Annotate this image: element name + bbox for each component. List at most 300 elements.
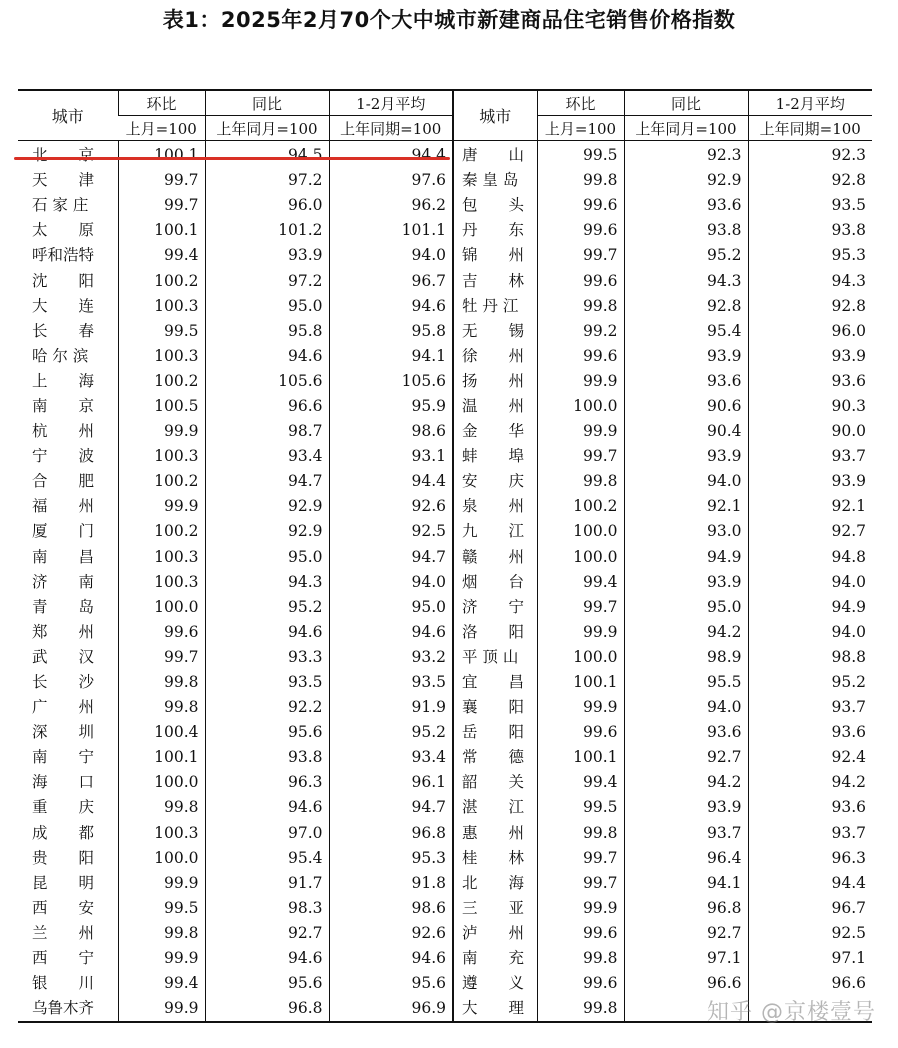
table-row [18, 469, 872, 494]
mom-right-cell: 99.6 [537, 921, 624, 946]
yoy-right-cell: 94.3 [624, 268, 748, 293]
yoy-left-cell: 95.4 [205, 846, 329, 871]
city-right-cell: 北 海 [453, 871, 537, 896]
yoy-right-cell: 94.9 [624, 545, 748, 570]
highlight-underline [14, 157, 450, 160]
price-index-table [18, 89, 872, 1023]
avg-right-cell: 93.9 [748, 344, 872, 369]
yoy-left-cell: 93.3 [205, 645, 329, 670]
mom-left-cell: 100.2 [118, 469, 205, 494]
avg-left-cell: 94.7 [329, 545, 453, 570]
city-right-cell: 丹 东 [453, 218, 537, 243]
mom-right-cell: 99.7 [537, 871, 624, 896]
avg-right-cell: 94.2 [748, 770, 872, 795]
mom-left-cell: 99.7 [118, 168, 205, 193]
watermark: 知乎 @京楼壹号 [707, 1000, 876, 1025]
table-row [18, 846, 872, 871]
city-right-cell: 桂 林 [453, 846, 537, 871]
table-row [18, 821, 872, 846]
yoy-left-cell: 96.6 [205, 394, 329, 419]
mom-right-cell: 99.6 [537, 218, 624, 243]
avg-right-cell: 92.8 [748, 168, 872, 193]
yoy-right-cell: 90.4 [624, 419, 748, 444]
yoy-left-cell: 93.8 [205, 745, 329, 770]
mom-right-cell: 99.6 [537, 720, 624, 745]
yoy-right-cell: 92.8 [624, 294, 748, 319]
city-right-cell: 赣 州 [453, 545, 537, 570]
mom-right-cell: 99.9 [537, 419, 624, 444]
table-row [18, 519, 872, 544]
yoy-right-cell: 93.9 [624, 444, 748, 469]
yoy-left-cell: 95.2 [205, 595, 329, 620]
mom-right-cell: 99.7 [537, 243, 624, 268]
table-row [18, 921, 872, 946]
header-city-right: 城市 [453, 90, 537, 141]
city-left-cell: 青 岛 [32, 597, 95, 616]
yoy-right-cell: 93.9 [624, 570, 748, 595]
city-left-cell: 大 连 [32, 296, 95, 315]
yoy-left-cell: 95.0 [205, 294, 329, 319]
mom-right-cell: 99.7 [537, 595, 624, 620]
avg-right-cell: 92.5 [748, 921, 872, 946]
city-right-cell: 泉 州 [453, 494, 537, 519]
mom-left-cell: 100.5 [118, 394, 205, 419]
yoy-left-cell: 94.5 [205, 141, 329, 169]
city-right-cell: 遵 义 [453, 971, 537, 996]
mom-right-cell: 99.5 [537, 141, 624, 169]
yoy-left-cell: 94.3 [205, 570, 329, 595]
avg-left-cell: 95.8 [329, 319, 453, 344]
avg-left-cell: 98.6 [329, 896, 453, 921]
mom-right-cell: 99.5 [537, 795, 624, 820]
city-right-cell: 九 江 [453, 519, 537, 544]
avg-left-cell: 94.6 [329, 946, 453, 971]
table-row [18, 268, 872, 293]
mom-right-cell: 100.0 [537, 394, 624, 419]
yoy-left-cell: 92.9 [205, 494, 329, 519]
yoy-left-cell: 94.6 [205, 946, 329, 971]
city-right-cell: 泸 州 [453, 921, 537, 946]
yoy-right-cell: 98.9 [624, 645, 748, 670]
yoy-right-cell: 93.0 [624, 519, 748, 544]
table-row [18, 319, 872, 344]
yoy-right-cell: 93.6 [624, 369, 748, 394]
avg-left-cell: 96.7 [329, 268, 453, 293]
city-left-cell: 北 京 [32, 146, 95, 165]
avg-right-cell: 95.3 [748, 243, 872, 268]
avg-right-cell: 94.3 [748, 268, 872, 293]
table-row [18, 168, 872, 193]
avg-right-cell: 94.4 [748, 871, 872, 896]
mom-right-cell: 99.6 [537, 344, 624, 369]
yoy-right-cell: 94.1 [624, 871, 748, 896]
yoy-right-cell: 94.2 [624, 770, 748, 795]
yoy-left-cell: 96.8 [205, 996, 329, 1022]
avg-left-cell: 93.2 [329, 645, 453, 670]
city-left-cell: 成 都 [32, 823, 95, 842]
avg-right-cell: 92.1 [748, 494, 872, 519]
avg-left-cell: 95.9 [329, 394, 453, 419]
yoy-left-cell: 97.2 [205, 268, 329, 293]
mom-left-cell: 100.1 [118, 745, 205, 770]
city-left-cell: 贵 阳 [32, 848, 95, 867]
header-yoy-base-right: 上年同月=100 [624, 116, 748, 141]
avg-right-cell: 95.2 [748, 670, 872, 695]
mom-left-cell: 99.4 [118, 243, 205, 268]
yoy-left-cell: 98.3 [205, 896, 329, 921]
mom-left-cell: 100.3 [118, 444, 205, 469]
yoy-right-cell: 93.7 [624, 821, 748, 846]
avg-right-cell: 93.6 [748, 720, 872, 745]
avg-left-cell: 93.4 [329, 745, 453, 770]
city-left-cell: 天 津 [32, 171, 95, 190]
city-left-cell: 郑 州 [32, 622, 95, 641]
city-left-cell: 石 家 庄 [32, 196, 89, 215]
avg-right-cell: 94.0 [748, 570, 872, 595]
mom-right-cell: 100.0 [537, 645, 624, 670]
yoy-left-cell: 94.6 [205, 620, 329, 645]
yoy-left-cell: 95.0 [205, 545, 329, 570]
city-left-cell: 重 庆 [32, 798, 95, 817]
avg-right-cell: 93.6 [748, 795, 872, 820]
yoy-right-cell: 96.8 [624, 896, 748, 921]
mom-right-cell: 99.9 [537, 369, 624, 394]
header-avg: 1-2月平均 [329, 90, 453, 116]
header-avg-base: 上年同期=100 [329, 116, 453, 141]
mom-right-cell: 99.2 [537, 319, 624, 344]
yoy-left-cell: 92.9 [205, 519, 329, 544]
mom-left-cell: 100.3 [118, 344, 205, 369]
header-yoy-base: 上年同月=100 [205, 116, 329, 141]
table-row [18, 670, 872, 695]
mom-left-cell: 100.0 [118, 595, 205, 620]
avg-right-cell: 93.7 [748, 695, 872, 720]
city-right-cell: 韶 关 [453, 770, 537, 795]
avg-left-cell: 98.6 [329, 419, 453, 444]
yoy-left-cell: 91.7 [205, 871, 329, 896]
avg-left-cell: 92.6 [329, 494, 453, 519]
avg-left-cell: 95.6 [329, 971, 453, 996]
table-row [18, 545, 872, 570]
table-row [18, 193, 872, 218]
table-row [18, 770, 872, 795]
city-right-cell: 温 州 [453, 394, 537, 419]
mom-left-cell: 100.3 [118, 545, 205, 570]
table-row [18, 745, 872, 770]
table-row [18, 369, 872, 394]
city-right-cell: 蚌 埠 [453, 444, 537, 469]
city-left-cell: 南 昌 [32, 547, 95, 566]
avg-right-cell: 92.8 [748, 294, 872, 319]
yoy-right-cell: 93.9 [624, 344, 748, 369]
city-right-cell: 洛 阳 [453, 620, 537, 645]
header-mom-base-right: 上月=100 [537, 116, 624, 141]
city-right-cell: 秦 皇 岛 [453, 168, 537, 193]
mom-left-cell: 100.2 [118, 519, 205, 544]
yoy-left-cell: 94.6 [205, 795, 329, 820]
table-row [18, 695, 872, 720]
city-right-cell: 宜 昌 [453, 670, 537, 695]
mom-right-cell: 100.2 [537, 494, 624, 519]
city-left-cell: 长 沙 [32, 673, 95, 692]
city-right-cell: 三 亚 [453, 896, 537, 921]
mom-left-cell: 100.2 [118, 268, 205, 293]
yoy-right-cell: 94.0 [624, 469, 748, 494]
avg-left-cell: 94.0 [329, 243, 453, 268]
city-left-cell: 宁 波 [32, 447, 95, 466]
mom-right-cell: 99.8 [537, 168, 624, 193]
table-row [18, 645, 872, 670]
table-row [18, 595, 872, 620]
table-row [18, 570, 872, 595]
yoy-left-cell: 96.3 [205, 770, 329, 795]
city-right-cell: 常 德 [453, 745, 537, 770]
city-left-cell: 广 州 [32, 698, 95, 717]
mom-left-cell: 99.8 [118, 921, 205, 946]
mom-right-cell: 99.8 [537, 469, 624, 494]
city-left-cell: 呼和浩特 [32, 246, 95, 265]
city-left-cell: 合 肥 [32, 472, 95, 491]
avg-left-cell: 93.5 [329, 670, 453, 695]
avg-right-cell: 96.3 [748, 846, 872, 871]
mom-right-cell: 99.8 [537, 294, 624, 319]
mom-left-cell: 100.0 [118, 770, 205, 795]
mom-right-cell: 99.6 [537, 971, 624, 996]
mom-left-cell: 99.9 [118, 419, 205, 444]
yoy-left-cell: 94.6 [205, 344, 329, 369]
avg-right-cell: 93.8 [748, 218, 872, 243]
avg-right-cell: 94.8 [748, 545, 872, 570]
avg-left-cell: 101.1 [329, 218, 453, 243]
mom-right-cell: 99.4 [537, 770, 624, 795]
mom-right-cell: 99.9 [537, 695, 624, 720]
yoy-left-cell: 92.2 [205, 695, 329, 720]
city-left-cell: 武 汉 [32, 647, 95, 666]
mom-right-cell: 100.1 [537, 745, 624, 770]
avg-left-cell: 94.1 [329, 344, 453, 369]
mom-left-cell: 100.2 [118, 369, 205, 394]
page-title: 表1：2025年2月70个大中城市新建商品住宅销售价格指数 [162, 8, 736, 32]
table-body [18, 141, 872, 1023]
yoy-left-cell: 98.7 [205, 419, 329, 444]
yoy-left-cell: 105.6 [205, 369, 329, 394]
mom-left-cell: 99.9 [118, 494, 205, 519]
yoy-left-cell: 95.8 [205, 319, 329, 344]
mom-left-cell: 99.5 [118, 896, 205, 921]
table-header [18, 90, 872, 141]
header-mom-right: 环比 [537, 90, 624, 116]
mom-right-cell: 100.1 [537, 670, 624, 695]
avg-left-cell: 94.6 [329, 620, 453, 645]
avg-right-cell: 90.3 [748, 394, 872, 419]
yoy-right-cell: 92.7 [624, 745, 748, 770]
city-left-cell: 厦 门 [32, 522, 95, 541]
yoy-right-cell: 92.3 [624, 141, 748, 169]
table-row [18, 218, 872, 243]
city-left-cell: 长 春 [32, 321, 95, 340]
avg-left-cell: 94.7 [329, 795, 453, 820]
city-left-cell: 太 原 [32, 221, 95, 240]
city-right-cell: 岳 阳 [453, 720, 537, 745]
city-right-cell: 徐 州 [453, 344, 537, 369]
yoy-right-cell: 93.6 [624, 193, 748, 218]
mom-left-cell: 100.4 [118, 720, 205, 745]
mom-right-cell: 99.7 [537, 444, 624, 469]
yoy-right-cell: 95.4 [624, 319, 748, 344]
avg-right-cell: 93.7 [748, 821, 872, 846]
mom-left-cell: 99.7 [118, 645, 205, 670]
mom-left-cell: 99.4 [118, 971, 205, 996]
avg-left-cell: 95.2 [329, 720, 453, 745]
table-row [18, 141, 872, 169]
mom-left-cell: 99.6 [118, 620, 205, 645]
mom-right-cell: 99.6 [537, 268, 624, 293]
avg-right-cell: 94.9 [748, 595, 872, 620]
yoy-right-cell: 94.0 [624, 695, 748, 720]
mom-left-cell: 99.9 [118, 996, 205, 1022]
mom-left-cell: 100.3 [118, 294, 205, 319]
header-yoy-right: 同比 [624, 90, 748, 116]
city-left-cell: 南 宁 [32, 748, 95, 767]
city-right-cell: 金 华 [453, 419, 537, 444]
city-right-cell: 南 充 [453, 946, 537, 971]
mom-right-cell: 99.6 [537, 193, 624, 218]
yoy-right-cell: 92.7 [624, 921, 748, 946]
table-row [18, 720, 872, 745]
avg-left-cell: 94.4 [329, 141, 453, 169]
table-row [18, 419, 872, 444]
table-row [18, 871, 872, 896]
avg-right-cell: 93.9 [748, 469, 872, 494]
table-row [18, 896, 872, 921]
city-left-cell: 福 州 [32, 497, 95, 516]
city-left-cell: 哈 尔 滨 [32, 346, 89, 365]
avg-right-cell: 92.4 [748, 745, 872, 770]
city-left-cell: 西 宁 [32, 949, 95, 968]
avg-left-cell: 93.1 [329, 444, 453, 469]
mom-left-cell: 99.8 [118, 670, 205, 695]
city-left-cell: 银 川 [32, 974, 95, 993]
avg-right-cell: 92.7 [748, 519, 872, 544]
yoy-left-cell: 97.0 [205, 821, 329, 846]
avg-left-cell: 94.0 [329, 570, 453, 595]
yoy-left-cell: 101.2 [205, 218, 329, 243]
city-left-cell: 海 口 [32, 773, 95, 792]
mom-left-cell: 99.8 [118, 795, 205, 820]
yoy-left-cell: 97.2 [205, 168, 329, 193]
city-right-cell: 大 理 [453, 996, 537, 1022]
yoy-right-cell: 94.2 [624, 620, 748, 645]
avg-left-cell: 92.6 [329, 921, 453, 946]
yoy-right-cell: 90.6 [624, 394, 748, 419]
table-row [18, 494, 872, 519]
yoy-right-cell: 95.2 [624, 243, 748, 268]
avg-left-cell: 95.0 [329, 595, 453, 620]
city-left-cell: 西 安 [32, 898, 95, 917]
city-left-cell: 南 京 [32, 396, 95, 415]
avg-left-cell: 94.4 [329, 469, 453, 494]
yoy-right-cell: 93.8 [624, 218, 748, 243]
yoy-left-cell: 96.0 [205, 193, 329, 218]
avg-left-cell: 92.5 [329, 519, 453, 544]
header-mom: 环比 [118, 90, 205, 116]
yoy-right-cell: 92.1 [624, 494, 748, 519]
mom-left-cell: 99.9 [118, 946, 205, 971]
avg-left-cell: 96.9 [329, 996, 453, 1022]
table-row [18, 795, 872, 820]
yoy-right-cell: 95.0 [624, 595, 748, 620]
avg-right-cell: 93.7 [748, 444, 872, 469]
yoy-left-cell: 93.5 [205, 670, 329, 695]
avg-left-cell: 105.6 [329, 369, 453, 394]
avg-right-cell: 98.8 [748, 645, 872, 670]
header-avg-base-right: 上年同期=100 [748, 116, 872, 141]
table-row [18, 444, 872, 469]
city-right-cell: 锦 州 [453, 243, 537, 268]
mom-left-cell: 100.3 [118, 821, 205, 846]
yoy-left-cell: 95.6 [205, 720, 329, 745]
yoy-right-cell: 96.4 [624, 846, 748, 871]
yoy-right-cell: 93.9 [624, 795, 748, 820]
avg-left-cell: 97.6 [329, 168, 453, 193]
avg-right-cell: 93.6 [748, 369, 872, 394]
city-right-cell: 无 锡 [453, 319, 537, 344]
city-right-cell: 襄 阳 [453, 695, 537, 720]
yoy-left-cell: 92.7 [205, 921, 329, 946]
avg-right-cell: 94.0 [748, 620, 872, 645]
mom-left-cell: 99.9 [118, 871, 205, 896]
avg-left-cell: 96.2 [329, 193, 453, 218]
mom-right-cell: 99.7 [537, 846, 624, 871]
mom-left-cell: 100.1 [118, 141, 205, 169]
avg-right-cell: 96.7 [748, 896, 872, 921]
city-right-cell: 牡 丹 江 [453, 294, 537, 319]
avg-left-cell: 95.3 [329, 846, 453, 871]
yoy-left-cell: 95.6 [205, 971, 329, 996]
yoy-right-cell: 97.1 [624, 946, 748, 971]
yoy-right-cell: 93.6 [624, 720, 748, 745]
yoy-right-cell: 95.5 [624, 670, 748, 695]
city-right-cell: 济 宁 [453, 595, 537, 620]
mom-right-cell: 99.9 [537, 620, 624, 645]
city-right-cell: 平 顶 山 [453, 645, 537, 670]
yoy-left-cell: 93.9 [205, 243, 329, 268]
avg-right-cell: 90.0 [748, 419, 872, 444]
mom-left-cell: 99.7 [118, 193, 205, 218]
header-mom-base: 上月=100 [118, 116, 205, 141]
city-right-cell: 吉 林 [453, 268, 537, 293]
yoy-right-cell: 96.6 [624, 971, 748, 996]
city-right-cell: 唐 山 [453, 141, 537, 169]
avg-right-cell: 96.0 [748, 319, 872, 344]
table-row [18, 620, 872, 645]
city-right-cell: 烟 台 [453, 570, 537, 595]
city-right-cell: 湛 江 [453, 795, 537, 820]
header-city: 城市 [18, 90, 118, 141]
avg-right-cell: 96.6 [748, 971, 872, 996]
city-left-cell: 昆 明 [32, 873, 95, 892]
mom-right-cell: 100.0 [537, 519, 624, 544]
table-row [18, 344, 872, 369]
city-left-cell: 深 圳 [32, 723, 95, 742]
yoy-right-cell: 92.9 [624, 168, 748, 193]
city-right-cell: 扬 州 [453, 369, 537, 394]
mom-left-cell: 100.3 [118, 570, 205, 595]
mom-right-cell: 99.4 [537, 570, 624, 595]
table-row [18, 394, 872, 419]
city-right-cell: 包 头 [453, 193, 537, 218]
avg-left-cell: 96.8 [329, 821, 453, 846]
